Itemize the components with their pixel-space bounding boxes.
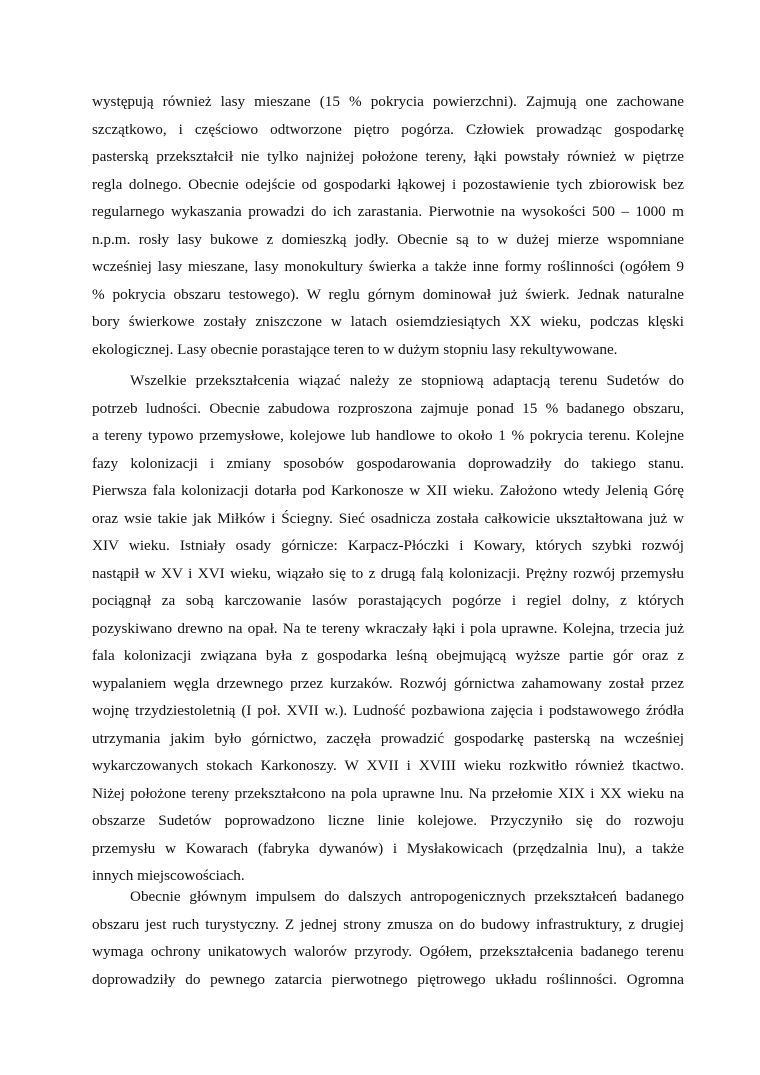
text-line: pasterską przekształcił nie tylko najniżej położone tereny, łąki powstały również w piętrze [92, 148, 684, 165]
text-line: wcześniej lasy mieszane, lasy monokultury świerka a także inne formy roślinności (ogółem 9 [92, 258, 684, 275]
text-line: fala kolonizacji związana była z gospodarka leśną obejmującą wyższe partie gór oraz z [92, 647, 684, 664]
text-line: oraz wsie takie jak Miłków i Ściegny. Sieć osadnicza została całkowicie ukształtowana już w [92, 509, 684, 527]
text-line: wykarczowanych stokach Karkonoszy. W XVII i XVIII wieku rozkwitło również tkactwo. [92, 757, 684, 774]
paragraph-forests [92, 88, 684, 363]
text-line: % pokrycia obszaru testowego). W reglu górnym dominował już świerk. Jednak naturalne [92, 285, 684, 303]
text-line: regla dolnego. Obecnie odejście od gospodarki łąkowej i pozostawienie tych zbiorowisk bez [92, 175, 684, 193]
text-line: występują również lasy mieszane (15 % pokrycia powierzchni). Zajmują one zachowane [92, 93, 684, 110]
text-line: a tereny typowo przemysłowe, kolejowe lub handlowe to około 1 % pokrycia terenu. Kolejne [92, 427, 684, 444]
text-line: Obecnie głównym impulsem do dalszych antropogenicznych przekształceń badanego [130, 888, 684, 905]
text-line: ekologicznej. Lasy obecnie porastające teren to w dużym stopniu lasy rekultywowane. [92, 340, 618, 358]
paragraph-tourism [92, 883, 684, 993]
text-line: Wszelkie przekształcenia wiązać należy ze stopniową adaptacją terenu Sudetów do [130, 372, 684, 389]
text-line: fazy kolonizacji i zmiany sposobów gospodarowania doprowadziły do takiego stanu. [92, 454, 684, 472]
text-line: Pierwsza fala kolonizacji dotarła pod Karkonosze w XII wieku. Założono wtedy Jelenią Górę [92, 482, 684, 499]
text-line: potrzeb ludności. Obecnie zabudowa rozproszona zajmuje ponad 15 % badanego obszaru, [92, 399, 684, 417]
text-line: utrzymania jakim było górnictwo, zaczęła prowadzić gospodarkę pasterską na wcześniej [92, 729, 684, 747]
text-line: Niżej położone tereny przekształcono na pola uprawne lnu. Na przełomie XIX i XX wieku na [92, 784, 684, 802]
text-line: XIV wieku. Istniały osady górnicze: Karpacz-Płóczki i Kowary, których szybki rozwój [92, 537, 684, 554]
text-line: n.p.m. rosły lasy bukowe z domieszką jodły. Obecnie są to w dużej mierze wspomniane [92, 230, 684, 248]
text-line: bory świerkowe zostały zniszczone w latach osiemdziesiątych XX wieku, podczas klęski [92, 313, 684, 330]
text-line: innych miejscowościach. [92, 867, 245, 884]
text-line: pociągnął za sobą karczowanie lasów porastających pogórze i regiel dolny, z których [92, 592, 684, 609]
text-line: szczątkowo, i częściowo odtworzone piętro pogórza. Człowiek prowadząc gospodarkę [92, 120, 684, 138]
text-line: wymaga ochrony unikatowych walorów przyrody. Ogółem, przekształcenia badanego terenu [92, 943, 684, 960]
text-line: nastąpił w XV i XVI wieku, wiązało się to z drugą falą kolonizacji. Prężny rozwój przemysłu [92, 564, 684, 582]
text-line: obszaru jest ruch turystyczny. Z jednej strony zmusza on do budowy infrastruktury, z drugiej [92, 915, 684, 933]
text-line: doprowadziły do pewnego zatarcia pierwotnego piętrowego układu roślinności. Ogromna [92, 970, 684, 988]
text-line: wojnę trzydziestoletnią (I poł. XVII w.). Ludność pozbawiona zajęcia i podstawowego źródła [92, 702, 684, 719]
paragraph-colonization [92, 367, 684, 890]
text-line: obszarze Sudetów poprowadzono liczne linie kolejowe. Przyczyniło się do rozwoju [92, 812, 684, 829]
text-line: regularnego wykaszania prowadzi do ich zarastania. Pierwotnie na wysokości 500 – 1000 m [92, 203, 684, 220]
text-line: wypalaniem węgla drzewnego przez kurzaków. Rozwój górnictwa zahamowany został przez [92, 674, 684, 692]
text-line: pozyskiwano drewno na opał. Na te tereny wkraczały łąki i pola uprawne. Kolejna, trzecia już [92, 619, 684, 637]
text-line: przemysłu w Kowarach (fabryka dywanów) i Mysłakowicach (przędzalnia lnu), a także [92, 839, 684, 857]
